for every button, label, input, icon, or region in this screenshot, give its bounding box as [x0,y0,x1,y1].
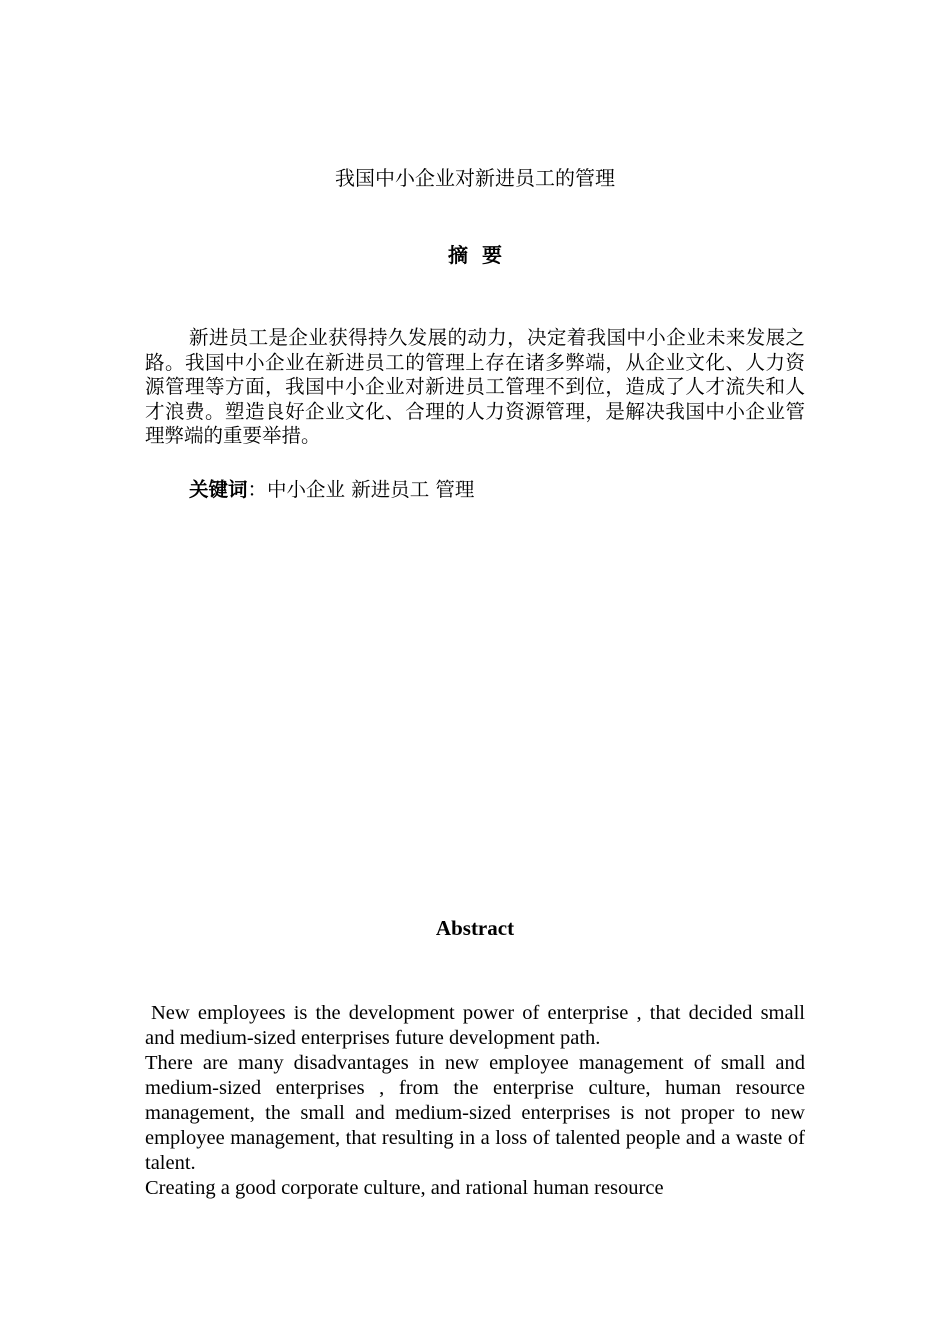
chinese-abstract-heading: 摘要 [448,243,516,267]
keywords-label: 关键词 [189,478,248,501]
keywords-value: 中小企业 新进员工 管理 [267,478,475,501]
keywords-separator: ： [247,478,268,501]
english-abstract-paragraph: New employees is the development power of enterprise , that decided small and medium-sized enterprises future development path. [145,1002,805,1049]
english-abstract-body [145,1001,805,1201]
chinese-abstract-body: 新进员工是企业获得持久发展的动力，决定着我国中小企业未来发展之路。我国中小企业在新进员工的管理上存在诸多弊端，从企业文化、人力资源管理等方面，我国中小企业对新进员工管理不到位，造成了人才流失和人才浪费。塑造良好企业文化、合理的人力资源管理，是解决我国中小企业管理弊端的重要举措。 [145,326,805,447]
english-abstract-heading: Abstract [435,916,515,940]
english-abstract-paragraph: There are many disadvantages in new employee management of small and medium-sized enterprises , from the enterprise culture, human resource management, the small and medium-sized enterprises is not proper to new employee management, that resulting in a loss of talented people and a waste of talent. [145,1052,805,1174]
document-title: 我国中小企业对新进员工的管理 [335,166,615,190]
english-abstract-paragraph: Creating a good corporate culture, and rational human resource [145,1177,664,1199]
keywords-line [189,477,809,503]
